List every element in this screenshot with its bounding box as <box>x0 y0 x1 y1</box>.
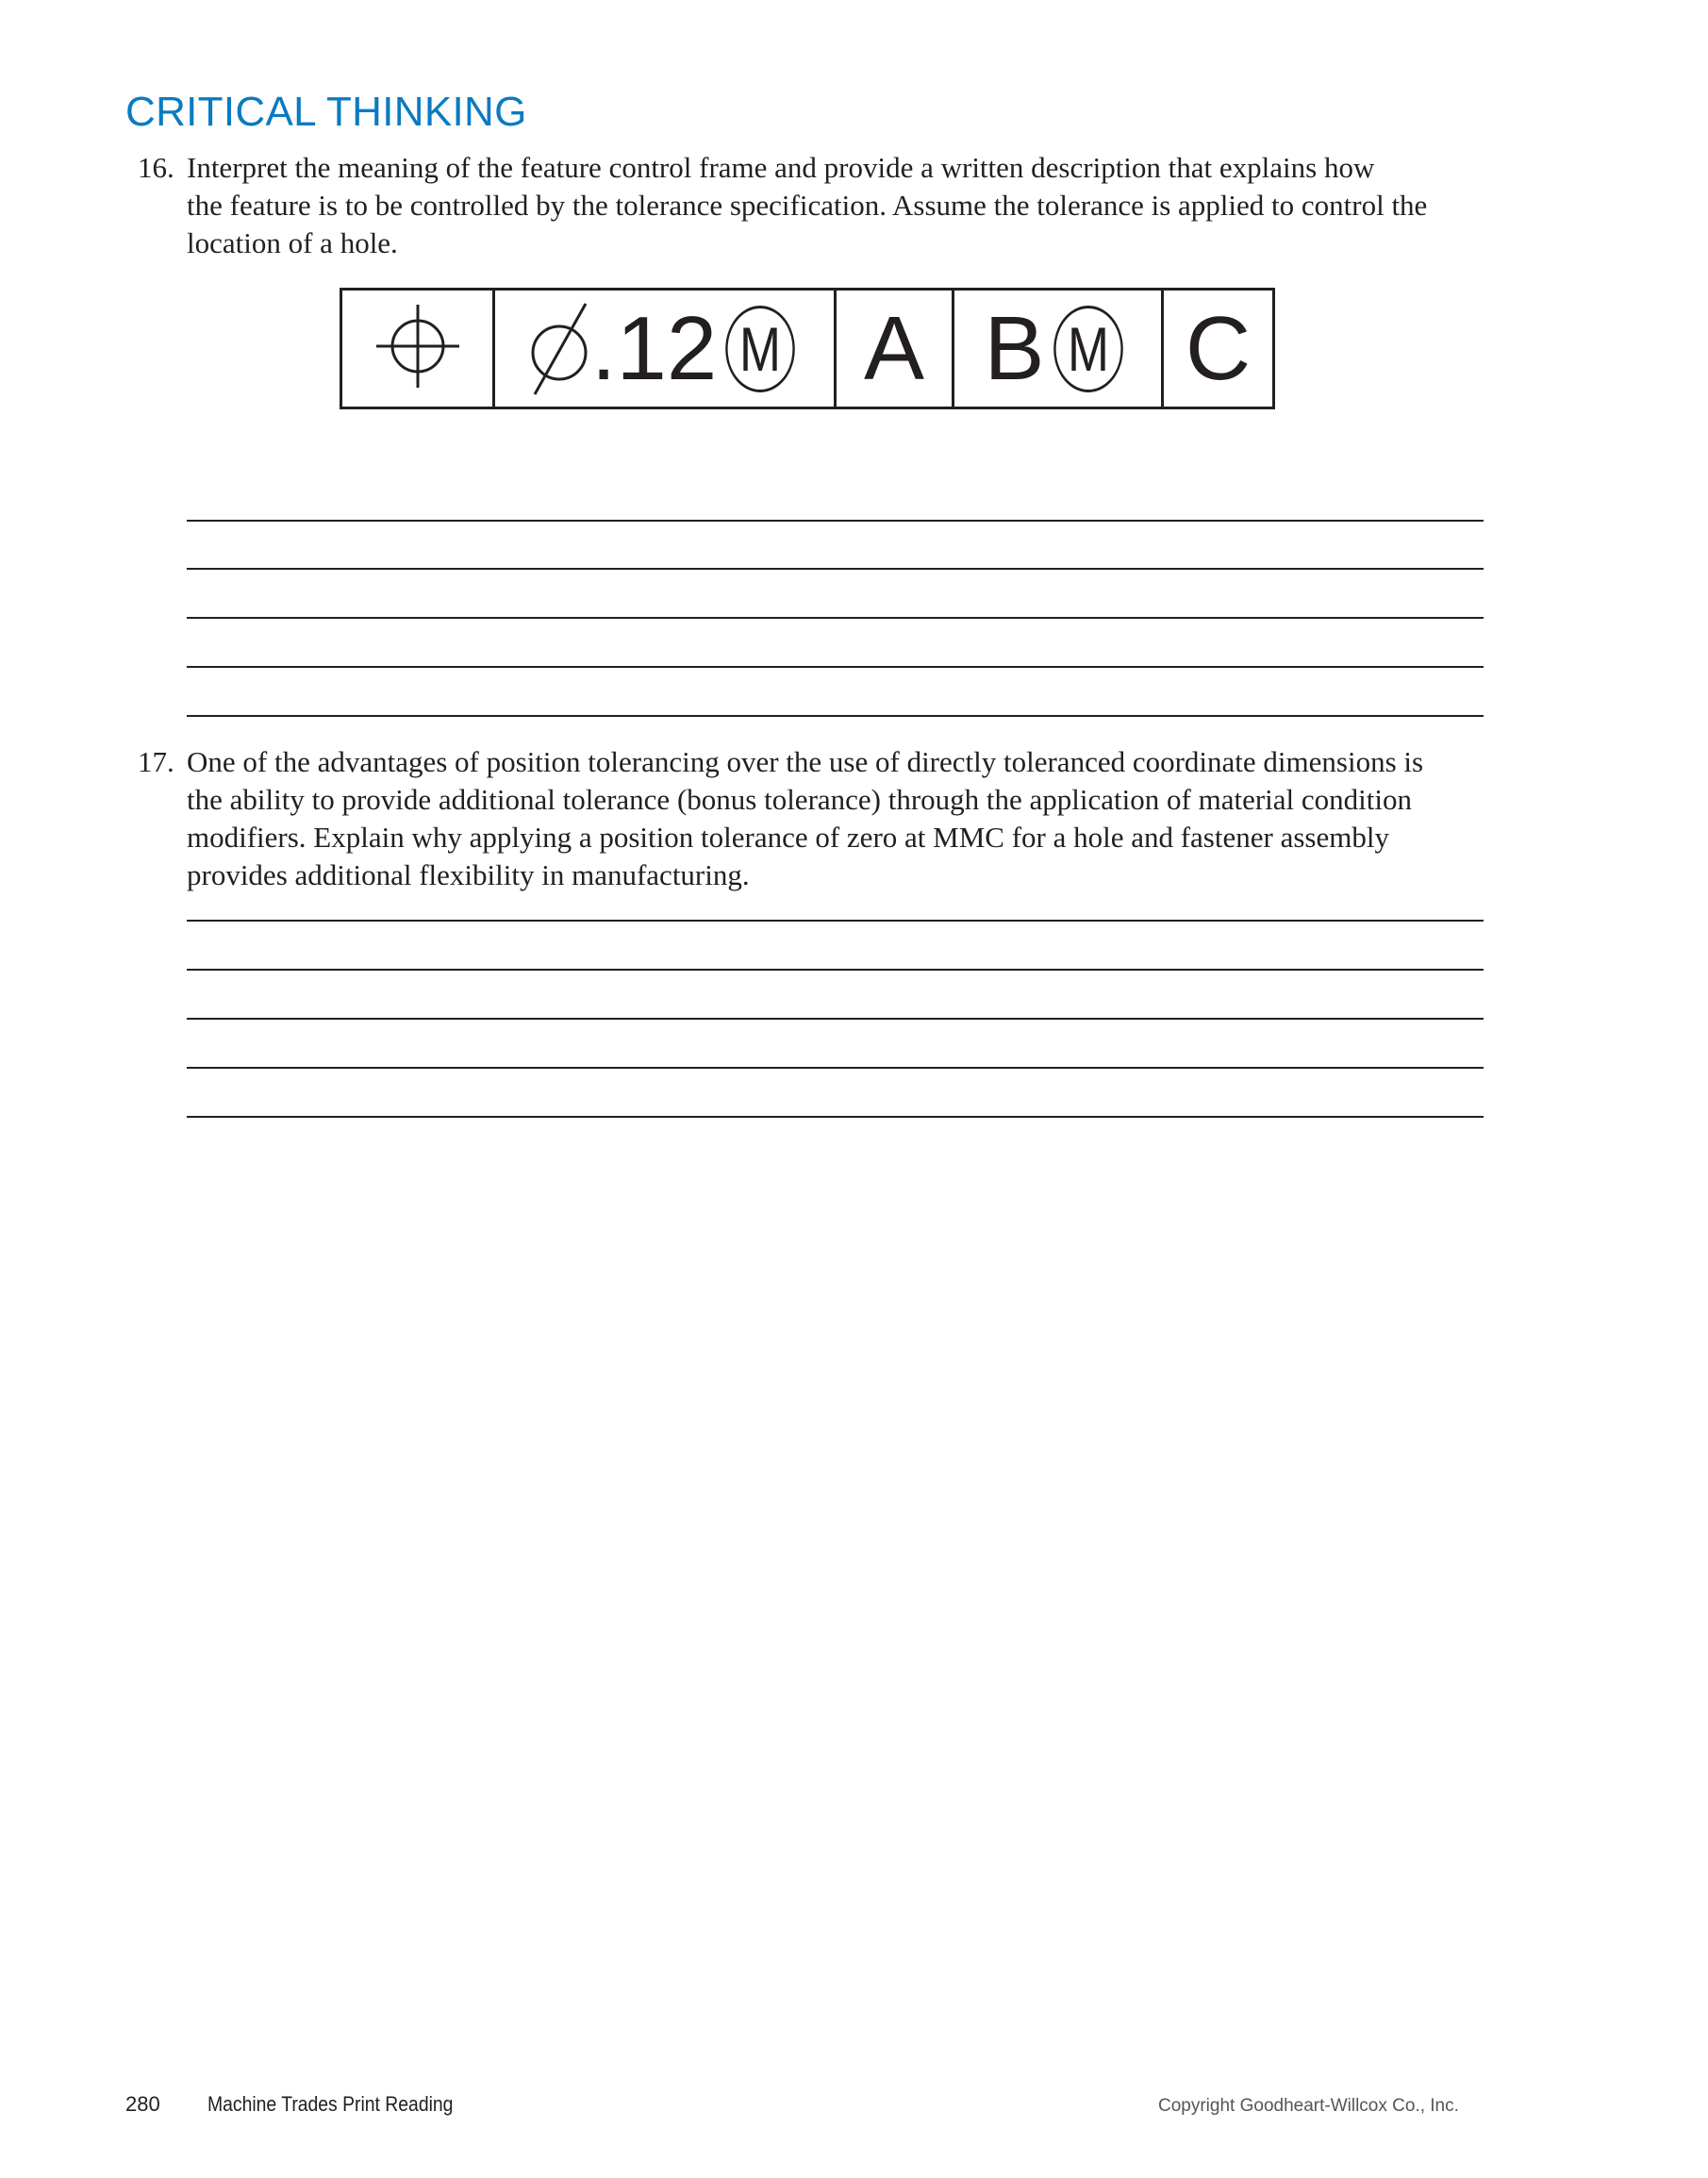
answer-line[interactable] <box>187 969 1484 971</box>
question-text-line: location of a hole. <box>187 226 398 259</box>
feature-control-frame <box>340 288 1275 409</box>
tolerance-value: .12 <box>590 297 718 399</box>
page-number: 280 <box>125 2092 160 2116</box>
answer-line[interactable] <box>187 1116 1484 1118</box>
answer-line[interactable] <box>187 617 1484 619</box>
answer-line[interactable] <box>187 520 1484 522</box>
datum-c: C <box>1185 297 1252 399</box>
book-title: Machine Trades Print Reading <box>207 2092 454 2116</box>
position-icon <box>373 301 463 396</box>
mmc-modifier: M <box>1053 306 1123 392</box>
datum-primary-cell <box>837 291 954 407</box>
copyright-notice: Copyright Goodheart-Willcox Co., Inc. <box>1158 2096 1459 2116</box>
answer-line[interactable] <box>187 920 1484 922</box>
datum-a: A <box>863 297 925 399</box>
question-number: 16. <box>138 151 174 184</box>
question-text-line: the feature is to be controlled by the tolerance specification. Assume the tolerance is applied to control the <box>187 189 1428 222</box>
question-text-line: the ability to provide additional tolerance (bonus tolerance) through the application of material condition <box>187 783 1413 816</box>
diameter-icon <box>525 302 591 396</box>
question-text-line: modifiers. Explain why applying a position tolerance of zero at MMC for a hole and fastener assembly <box>187 821 1389 854</box>
answer-line[interactable] <box>187 1018 1484 1020</box>
answer-line[interactable] <box>187 1067 1484 1069</box>
question-text-line: provides additional flexibility in manufacturing. <box>187 858 750 891</box>
geometric-characteristic-cell <box>342 291 495 407</box>
datum-b: B <box>984 297 1045 399</box>
tolerance-cell <box>495 291 837 407</box>
datum-secondary-cell <box>954 291 1164 407</box>
question-text-line: One of the advantages of position tolerancing over the use of directly toleranced coordinate dimensions is <box>187 745 1424 778</box>
question-number: 17. <box>138 745 174 778</box>
question-text-line: Interpret the meaning of the feature control frame and provide a written description that explains how <box>187 151 1375 184</box>
section-heading: CRITICAL THINKING <box>125 89 527 135</box>
answer-line[interactable] <box>187 715 1484 717</box>
datum-tertiary-cell <box>1164 291 1272 407</box>
answer-line[interactable] <box>187 666 1484 668</box>
answer-line[interactable] <box>187 568 1484 570</box>
mmc-modifier: M <box>725 306 795 392</box>
